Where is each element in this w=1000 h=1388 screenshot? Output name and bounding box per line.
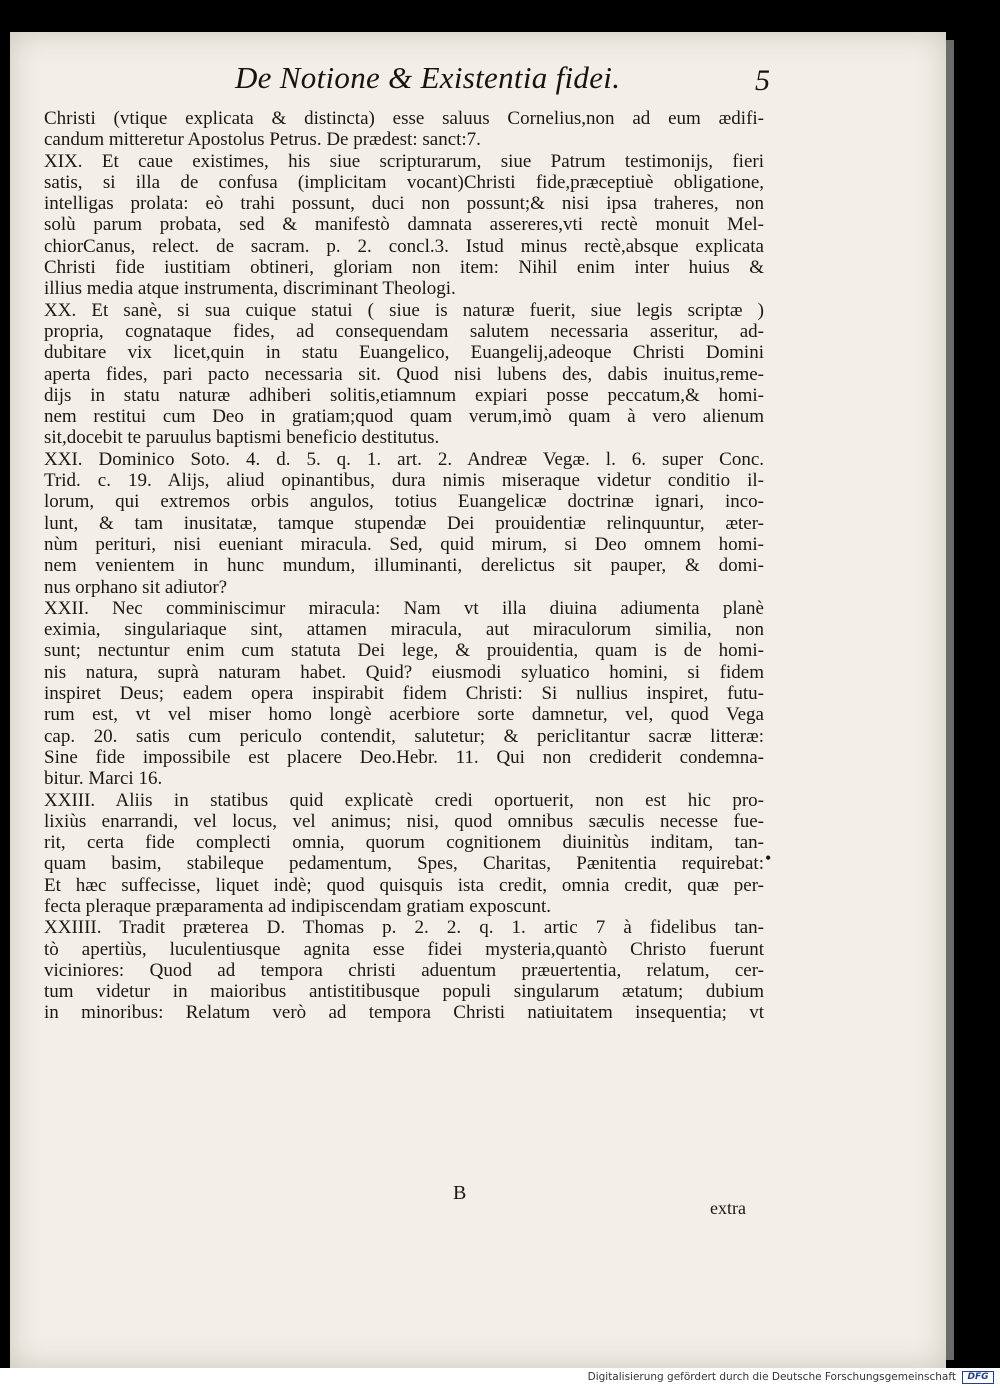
text-line: nem venientem in hunc mundum, illuminanti, derelictus sit pauper, & domi-: [44, 555, 764, 577]
text-line: illius media atque instrumenta, discriminant Theologi.: [44, 278, 456, 300]
text-line: Christi (vtique explicata & distincta) esse saluus Cornelius,non ad eum ædifi-: [44, 108, 764, 129]
text-line: XXIII. Aliis in statibus quid explicatè credi oportuerit, non est hic pro-: [44, 789, 764, 811]
text-line: candum mitteretur Apostolus Petrus. De prædest: sanct:7.: [44, 129, 481, 151]
text-line: viciniores: Quod ad tempora christi aduentum præuertentia, relatum, cer-: [44, 959, 764, 981]
text-line: XXIIII. Tradit præterea D. Thomas p. 2. 2. q. 1. artic 7 à fidelibus tan-: [44, 917, 764, 939]
text-line: fecta pleraque præparamenta ad indipiscendam gratiam exposcunt.: [44, 895, 551, 917]
page-number: 5: [755, 64, 770, 97]
text-line: propria, cognataque fides, ad consequendam salutem necessaria asseritur, ad-: [44, 320, 764, 342]
text-line: intelligas prolata: eò trahi possunt, duci non possunt;& nisi ipsa traheres, non: [44, 193, 764, 215]
book-page: [10, 32, 946, 1368]
catchword: extra: [710, 1198, 746, 1218]
text-line: Trid. c. 19. Alijs, aliud opinantibus, dura nimis miseraque videtur conditio il-: [44, 470, 764, 492]
text-line: inspiret Deus; eadem opera inspirabit fidem Christi: Si nullius inspiret, futu-: [44, 683, 764, 705]
footer-credit: Digitalisierung gefördert durch die Deutsche Forschungsgemeinschaft: [587, 1371, 956, 1383]
text-line: XIX. Et caue existimes, his siue scripturarum, siue Patrum testimonijs, fieri: [44, 150, 764, 172]
text-line: nem restitui cum Deo in gratiam;quod quam verum,imò quam à vero alienum: [44, 406, 764, 428]
text-line: sit,docebit te paruulus baptismi beneficio destitutus.: [44, 427, 440, 449]
text-line: solù parum probata, sed & manifestò damnata assereres,vti rectè monuit Mel-: [44, 214, 764, 236]
text-line: satis, si illa de confusa (implicitam vocant)Christi fide,præceptiuè obligatione,: [44, 171, 764, 193]
text-line: Et hæc suffecisse, liquet indè; quod quisquis ista credit, omnia credit, quæ per-: [44, 874, 764, 896]
text-line: rit, certa fide complecti omnia, quorum cognitionem diuinitùs inditam, tan-: [44, 832, 764, 854]
page-header: [10, 60, 946, 100]
text-line: in minoribus: Relatum verò ad tempora Christi natiuitatem insequentia; vt: [44, 1002, 764, 1024]
text-line: tò apertiùs, luculentiusque agnita esse fidei mysteria,quantò Christo fuerunt: [44, 938, 764, 960]
text-line: rum est, vt vel miser homo longè acerbiore sorte damnetur, vel, quod Vega: [44, 704, 764, 726]
body-text: [44, 108, 764, 1024]
text-line: XXI. Dominico Soto. 4. d. 5. q. 1. art. 2. Andreæ Vegæ. l. 6. super Conc.: [44, 448, 764, 470]
running-head: De Notione & Existentia fidei.: [235, 60, 621, 95]
text-line: nùm perituri, nisi eueniant miracula. Sed, quid mirum, si Deo omnem homi-: [44, 533, 764, 555]
text-line: nus orphano sit adiutor?: [44, 576, 228, 598]
margin-mark: •: [765, 848, 772, 868]
text-line: Sine fide impossibile est placere Deo.Hebr. 11. Qui non crediderit condemna-: [44, 746, 764, 768]
text-line: chiorCanus, relect. de sacram. p. 2. concl.3. Istud minus rectè,absque explicata: [44, 235, 764, 257]
text-line: aperta fides, pari pacto necessaria sit. Quod nisi lubens des, dabis inuitus,reme-: [44, 363, 764, 385]
text-line: dijs in statu naturæ adhiberi solitis,etiamnum expiari posse peccatum,& homi-: [44, 384, 764, 406]
text-line: dubitare vix licet,quin in statu Euangelico, Euangelij,adeoque Christi Domini: [44, 342, 764, 364]
dfg-logo[interactable]: DFG: [962, 1371, 994, 1384]
text-line: sunt; nectuntur enim cum statuta Dei lege, & prouidentia, quam is de homi-: [44, 640, 764, 662]
footer-bar: [0, 1368, 1000, 1388]
text-line: eximia, singulariaque sint, attamen miracula, aut miraculorum similia, non: [44, 619, 764, 641]
text-line: tum videtur in maioribus antistitibusque populi singularum ætatum; dubium: [44, 981, 764, 1003]
text-line: bitur. Marci 16.: [44, 768, 163, 790]
page-edge: [946, 40, 954, 1360]
text-line: lorum, qui extremos orbis angulos, totius Euangelicæ doctrinæ ignari, inco-: [44, 491, 764, 513]
text-line: quam basim, stabileque pedamentum, Spes, Charitas, Pænitentia requirebat:: [44, 853, 764, 875]
text-line: lixiùs enarrandi, vel locus, vel animus; nisi, quod omnibus sæculis necesse fue-: [44, 810, 764, 832]
signature-mark: B: [453, 1182, 467, 1204]
text-line: lunt, & tam inusitatæ, tamque stupendæ Dei prouidentiæ relinquuntur, æter-: [44, 512, 764, 534]
text-line: Christi fide iustitiam obtineri, gloriam non item: Nihil enim inter huius &: [44, 257, 764, 279]
text-line: XX. Et sanè, si sua cuique statui ( siue is naturæ fuerit, siue legis scriptæ ): [44, 299, 764, 321]
text-line: cap. 20. satis cum periculo contendit, salutetur; & periclitantur sacræ litteræ:: [44, 725, 764, 747]
text-line: XXII. Nec comminiscimur miracula: Nam vt illa diuina adiumenta planè: [44, 597, 764, 619]
text-line: nis natura, suprà naturam habet. Quid? eiusmodi syluatico homini, si fidem: [44, 661, 764, 683]
